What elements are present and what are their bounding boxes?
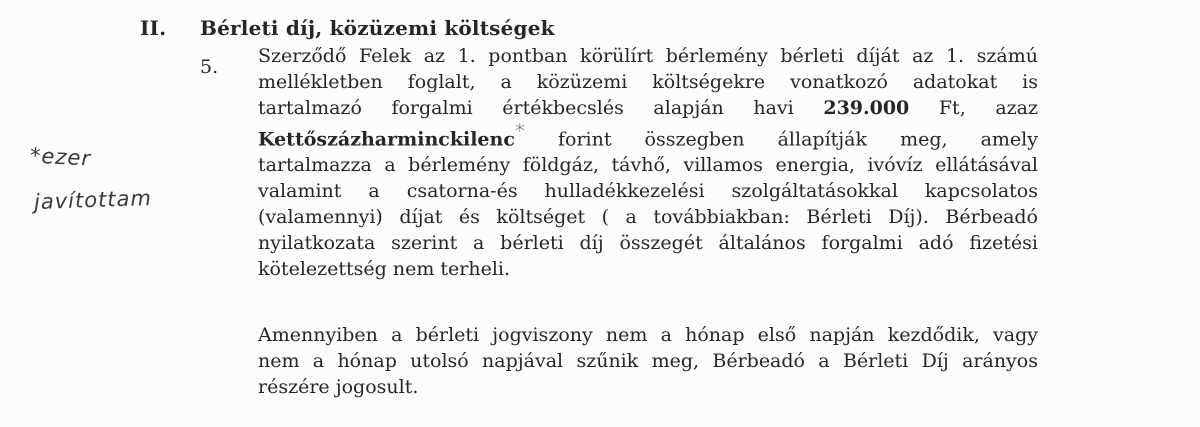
- text-line: nyilatkozata szerint a bérleti díj összegét általános forgalmi adó fizetési: [258, 232, 1038, 255]
- section-title: Bérleti díj, közüzemi költségek: [200, 16, 555, 40]
- handwritten-asterisk-mark: *: [514, 119, 525, 143]
- clause-number: 5.: [200, 56, 219, 78]
- text-line: (valamennyi) díjat és költséget ( a továbbiakban: Bérleti Díj). Bérbeadó: [258, 206, 1038, 229]
- text-line: tartalmazza a bérlemény földgáz, távhő, villamos energia, ivóvíz ellátásával: [258, 154, 1038, 177]
- clause-paragraph-1: [258, 43, 1038, 282]
- text-line: kötelezettség nem terheli.: [258, 258, 511, 281]
- text-line: mellékletben foglalt, a közüzemi költségekre vonatkozó adatokat is: [258, 71, 1038, 93]
- text-fragment: Ft, azaz: [938, 97, 1038, 119]
- text-line: [258, 95, 1038, 121]
- text-fragment: forint összegben állapítják meg, amely: [557, 128, 1038, 151]
- text-fragment: tartalmazó forgalmi értékbecslés alapján havi: [258, 97, 794, 119]
- text-line: Amennyiben a bérleti jogviszony nem a hónap első napján kezdődik, vagy: [258, 324, 1038, 346]
- section-number: II.: [140, 16, 167, 40]
- rent-amount: 239.000: [823, 97, 910, 119]
- rent-amount-in-words: Kettőszázharminckilenc: [258, 128, 515, 151]
- section-heading: [140, 16, 555, 40]
- handwritten-note-line-1: *ezer: [29, 143, 92, 171]
- text-line: valamint a csatorna-és hulladékkezelési szolgáltatásokkal kapcsolatos: [258, 180, 1038, 203]
- text-line: Szerződő Felek az 1. pontban körülírt bérlemény bérleti díját az 1. számú: [258, 45, 1038, 67]
- clause-paragraph-2: [258, 322, 1038, 400]
- text-line: részére jogosult.: [258, 376, 419, 398]
- handwritten-note-line-2: javítottam: [33, 185, 153, 215]
- text-line: [258, 121, 1038, 152]
- text-line: nem a hónap utolsó napjával szűnik meg, Bérbeadó a Bérleti Díj arányos: [258, 350, 1038, 372]
